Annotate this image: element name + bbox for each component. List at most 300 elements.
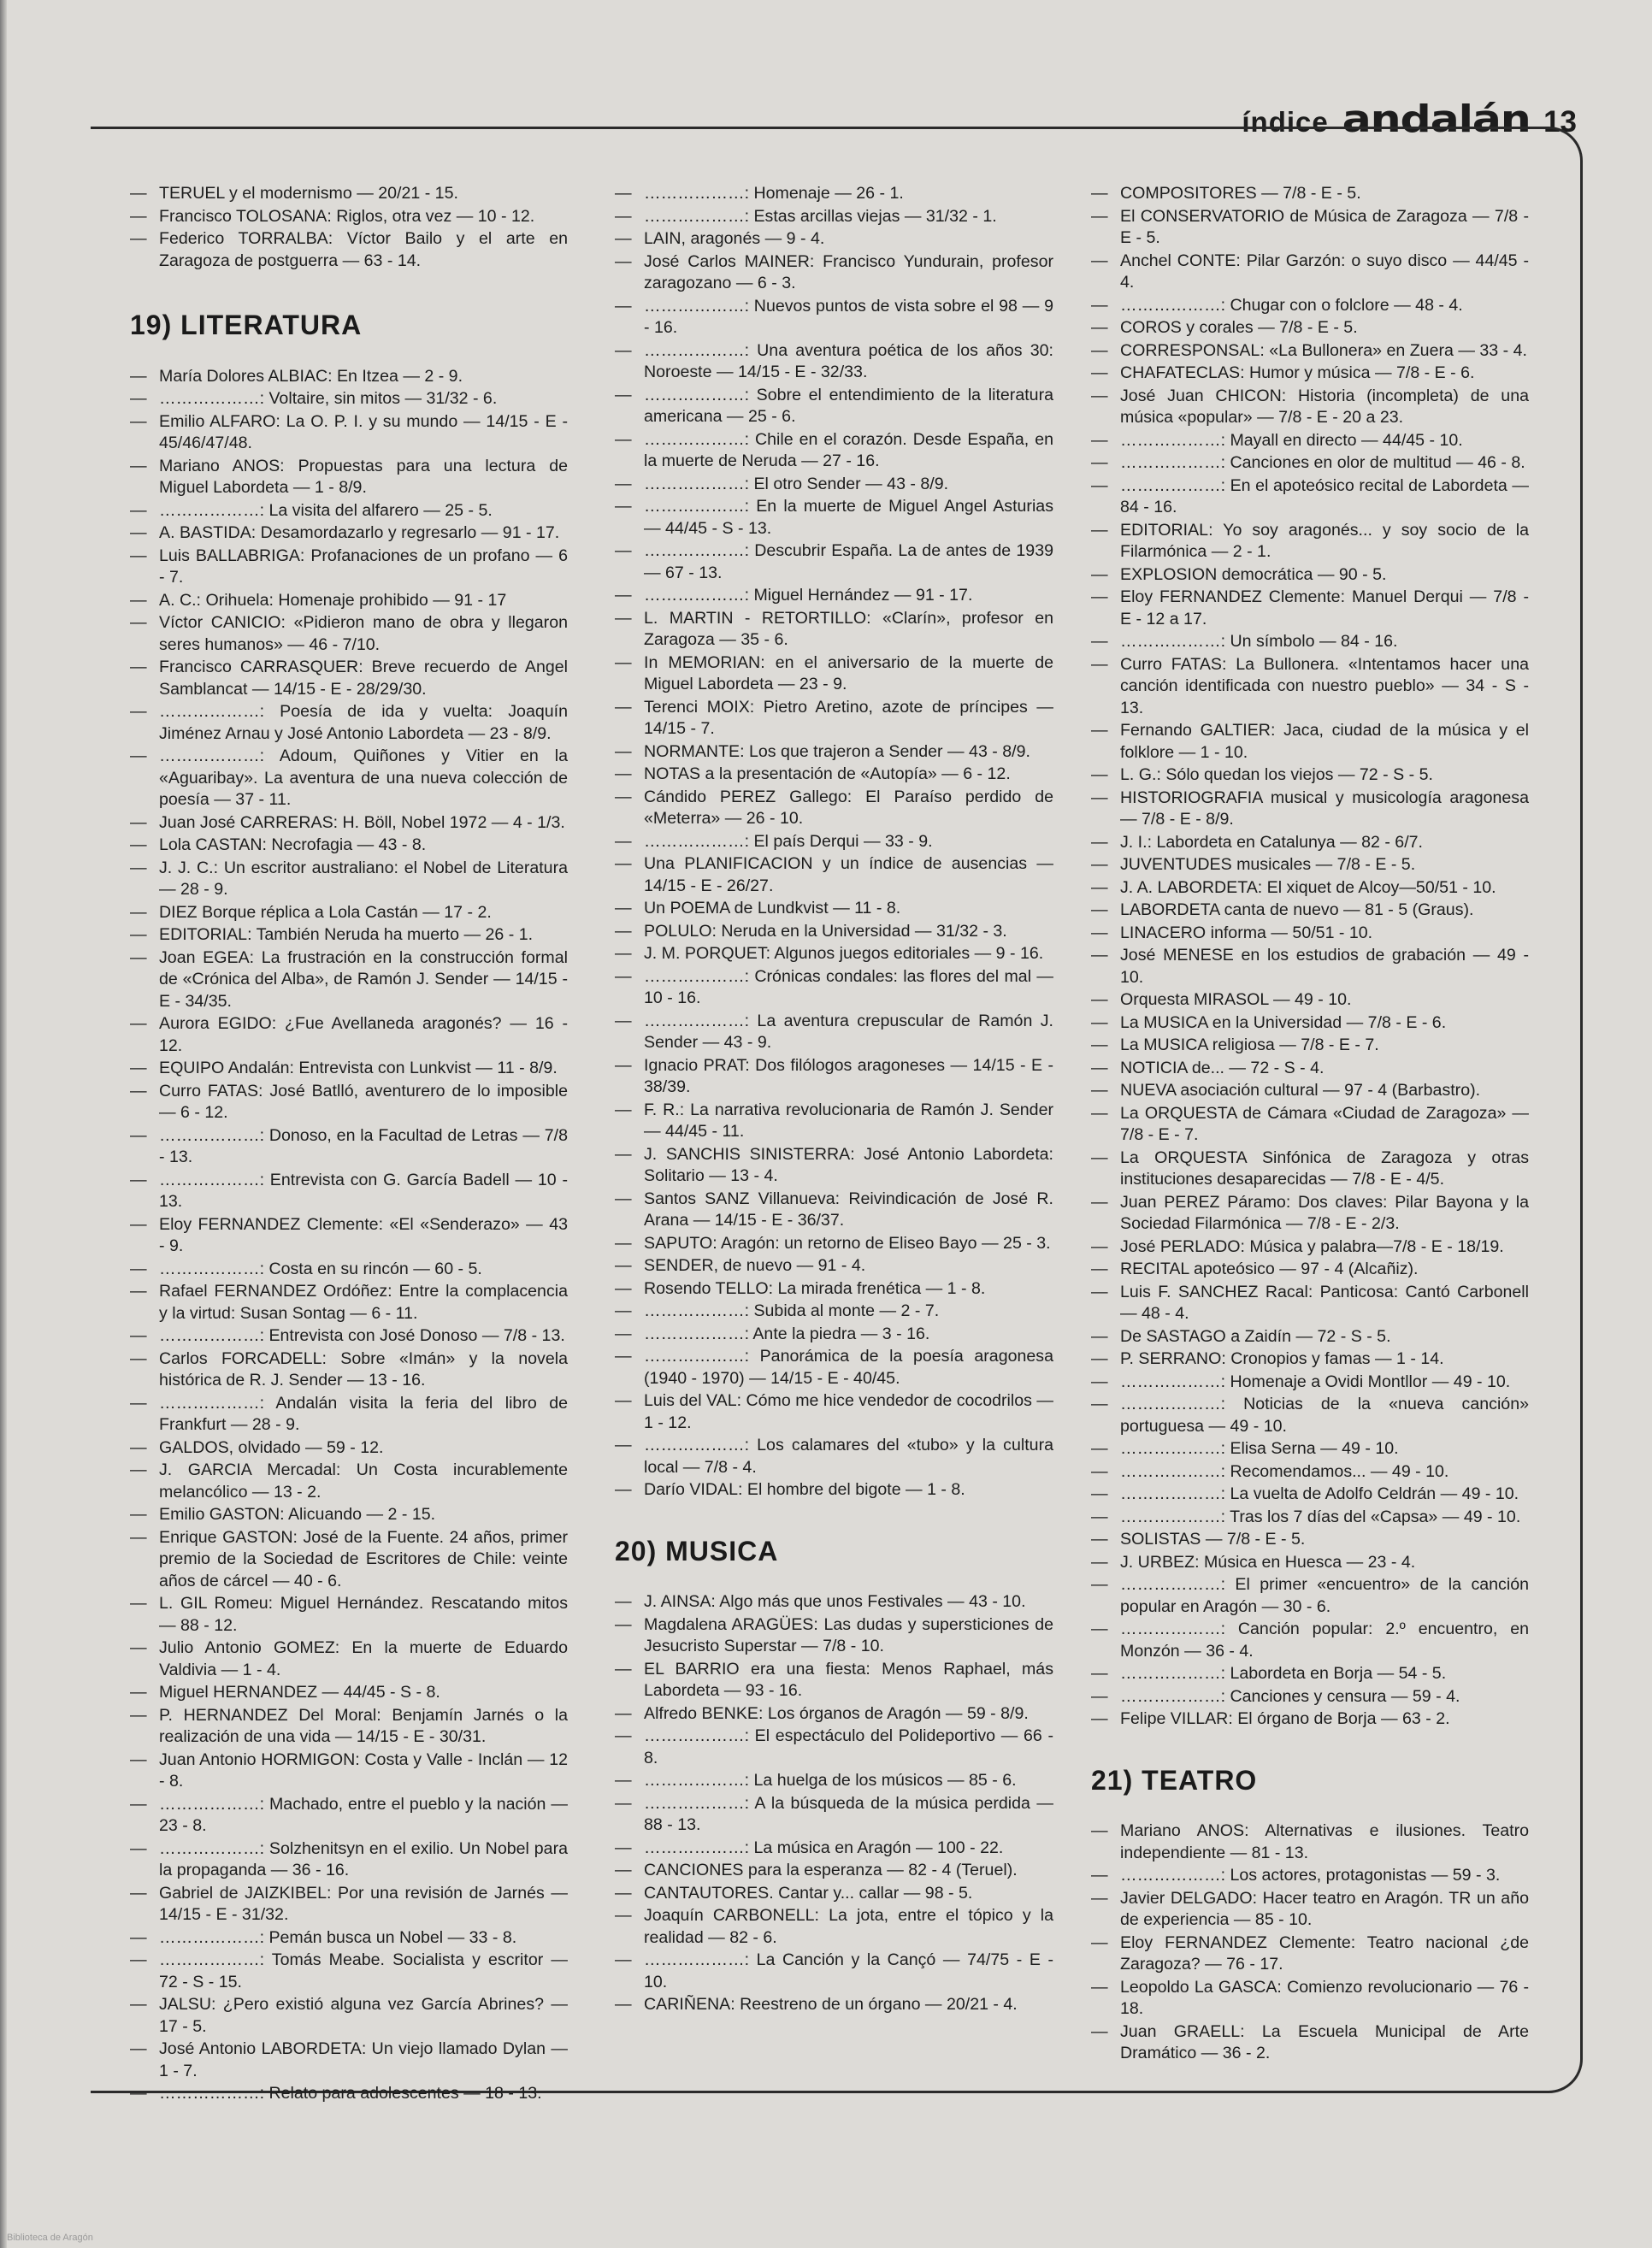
column-3 (1091, 183, 1529, 2066)
entry-text: SOLISTAS — 7/8 - E - 5. (1120, 1530, 1306, 1549)
entry-text: ………………: En la muerte de Miguel Angel Asturias — 44/45 - S - 13. (644, 497, 1053, 538)
entry-text: Emilio ALFARO: La O. P. I. y su mundo — 14/15 - E - 45/46/47/48. (159, 411, 568, 452)
section-label: índice (1242, 106, 1329, 138)
entry-text: José PERLADO: Música y palabra—7/8 - E - 18/19. (1120, 1236, 1504, 1256)
entry-dash: — (615, 831, 632, 851)
entry-dash: — (615, 1278, 632, 1298)
entry-text: ………………: La visita del alfarero — 25 - 5. (159, 500, 493, 520)
entry-text: NUEVA asociación cultural — 97 - 4 (Barbastro). (1120, 1081, 1481, 1100)
entry-dash: — (615, 474, 632, 493)
entry-dash: — (615, 586, 632, 605)
entry-text: NORMANTE: Los que trajeron a Sender — 43 - 8/9. (644, 741, 1030, 761)
index-entry (615, 540, 1053, 584)
entry-dash: — (615, 1950, 632, 1969)
entry-text: ………………: El otro Sender — 43 - 8/9. (644, 474, 949, 493)
index-entry (615, 296, 1053, 339)
index-entry (615, 496, 1053, 540)
entry-text: CANTAUTORES. Cantar y... callar — 98 - 5. (644, 1883, 973, 1903)
entry-text: ………………: Los calamares del «tubo» y la cultura local — 7/8 - 4. (644, 1436, 1053, 1477)
entry-text: EQUIPO Andalán: Entrevista con Lunkvist — 11 - 8/9. (159, 1059, 558, 1077)
page-number: 13 (1543, 105, 1577, 139)
entry-text: L. GIL Romeu: Miguel Hernández. Rescatando mitos — 88 - 12. (159, 1594, 568, 1635)
index-entry (615, 853, 1053, 897)
entry-text: ………………: Chile en el corazón. Desde España, en la muerte de Neruda — 27 - 16. (644, 429, 1053, 470)
entry-text: Joan EGEA: La frustración en la construcción formal de «Crónica del Alba», de Ramón J. Sender — 14/15 - E - 34/35. (159, 947, 568, 1011)
entry-dash: — (1091, 1192, 1108, 1212)
entry-dash: — (130, 658, 147, 676)
index-entry (615, 1905, 1053, 1949)
index-entry (1091, 1574, 1529, 1618)
entry-dash: — (615, 1861, 632, 1879)
entry-dash: — (1091, 1507, 1108, 1526)
entry-text: ………………: Labordeta en Borja — 54 - 5. (1120, 1664, 1447, 1683)
entry-dash: — (615, 1324, 632, 1343)
entry-text: ………………: La música en Aragón — 100 - 22. (644, 1838, 1004, 1857)
entry-dash: — (615, 1011, 632, 1030)
entry-dash: — (615, 1838, 632, 1857)
entry-text: CARIÑENA: Reestreno de un órgano — 20/21 - 4. (644, 1995, 1018, 2014)
entry-dash: — (130, 546, 147, 565)
entry-dash: — (1091, 453, 1108, 472)
entry-text: La MUSICA en la Universidad — 7/8 - E - 6. (1120, 1012, 1447, 1032)
index-entry (615, 228, 1053, 251)
index-entry (1091, 1236, 1529, 1259)
entry-dash: — (1091, 788, 1108, 807)
entry-text: ………………: Crónicas condales: las flores del mal — 10 - 16. (644, 966, 1053, 1007)
footer-credit: Biblioteca de Aragón (7, 2233, 93, 2243)
entry-text: P. HERNANDEZ Del Moral: Benjamín Jarnés o la realización de una vida — 14/15 - E - 30/31. (159, 1705, 568, 1746)
index-entry (1091, 900, 1529, 922)
entry-text: ………………: Un símbolo — 84 - 16. (1120, 632, 1398, 651)
index-entry (615, 764, 1053, 786)
entry-text: ………………: Subida al monte — 2 - 7. (644, 1301, 940, 1320)
entry-text: El CONSERVATORIO de Música de Zaragoza — 7/8 - E - 5. (1120, 206, 1529, 247)
entry-text: ………………: Solzhenitsyn en el exilio. Un Nobel para la propaganda — 36 - 16. (159, 1838, 568, 1879)
entry-text: EL BARRIO era una fiesta: Menos Raphael, más Labordeta — 93 - 16. (644, 1659, 1053, 1700)
entry-dash: — (1091, 386, 1108, 405)
entry-dash: — (615, 229, 632, 248)
index-entry (1091, 854, 1529, 876)
index-entry (1091, 1932, 1529, 1976)
entry-list-top (130, 183, 568, 272)
index-entry (130, 1393, 568, 1437)
index-entry (615, 251, 1053, 295)
entry-dash: — (130, 1460, 147, 1479)
entry-dash: — (130, 1794, 147, 1814)
entry-dash: — (615, 1055, 632, 1075)
index-entry (1091, 317, 1529, 339)
entry-text: COROS y corales — 7/8 - E - 5. (1120, 318, 1358, 337)
section-heading-musica: 20) MUSICA (615, 1535, 779, 1567)
index-entry (130, 1281, 568, 1325)
entry-dash: — (130, 1014, 147, 1033)
entry-text: L. G.: Sólo quedan los viejos — 72 - S - 5. (1120, 765, 1433, 784)
entry-text: Anchel CONTE: Pilar Garzón: o suyo disco — 44/45 - 4. (1120, 251, 1529, 292)
entry-dash: — (130, 1883, 147, 1903)
entry-dash: — (130, 1259, 147, 1278)
entry-dash: — (1091, 251, 1108, 270)
entry-text: ………………: Poesía de ida y vuelta: Joaquín Jiménez Arnau y José Antonio Labordeta — 23 - 8/9. (159, 702, 568, 743)
index-entry (130, 228, 568, 272)
entry-dash: — (130, 1638, 147, 1657)
entry-dash: — (130, 858, 147, 877)
index-entry (615, 1278, 1053, 1301)
entry-text: COMPOSITORES — 7/8 - E - 5. (1120, 184, 1361, 203)
entry-dash: — (615, 697, 632, 717)
index-entry (615, 474, 1053, 496)
entry-dash: — (1091, 1575, 1108, 1594)
entry-dash: — (130, 523, 147, 542)
entry-dash: — (1091, 1888, 1108, 1908)
entry-dash: — (1091, 1709, 1108, 1728)
entry-text: ………………: La huelga de los músicos — 85 - 6. (644, 1771, 1017, 1790)
entry-dash: — (615, 1726, 632, 1745)
entry-dash: — (1091, 1977, 1108, 1997)
index-entry (615, 921, 1053, 943)
entry-dash: — (1091, 1484, 1108, 1503)
entry-text: Luis del VAL: Cómo me hice vendedor de cocodrilos — 1 - 12. (644, 1391, 1053, 1432)
entry-dash: — (615, 1659, 632, 1679)
entry-text: Aurora EGIDO: ¿Fue Avellaneda aragonés? — 16 - 12. (159, 1014, 568, 1055)
entry-list (1091, 1820, 1529, 2065)
entry-dash: — (130, 500, 147, 520)
index-entry (130, 456, 568, 499)
index-entry (615, 1703, 1053, 1726)
entry-dash: — (1091, 1664, 1108, 1683)
index-entry (130, 924, 568, 947)
index-entry (615, 1726, 1053, 1769)
entry-text: Magdalena ARAGÜES: Las dudas y supersticiones de Jesucristo Superstar — 7/8 - 10. (644, 1614, 1053, 1655)
index-entry (130, 858, 568, 901)
entry-text: Luis F. SANCHEZ Racal: Panticosa: Cantó Carbonell — 48 - 4. (1120, 1282, 1529, 1323)
index-entry (615, 1614, 1053, 1658)
entry-text: J. SANCHIS SINISTERRA: José Antonio Labordeta: Solitario — 13 - 4. (644, 1144, 1053, 1185)
entry-text: P. SERRANO: Cronopios y famas — 1 - 14. (1120, 1349, 1444, 1368)
index-entry (1091, 183, 1529, 205)
entry-dash: — (130, 389, 147, 408)
entry-dash: — (615, 899, 632, 917)
index-entry (1091, 1080, 1529, 1102)
index-entry (1091, 1259, 1529, 1281)
index-entry (1091, 877, 1529, 900)
entry-text: Luis BALLABRIGA: Profanaciones de un profano — 6 - 7. (159, 546, 568, 587)
index-entry (1091, 945, 1529, 988)
index-entry (130, 1994, 568, 2038)
entry-text: Javier DELGADO: Hacer teatro en Aragón. TR un año de experiencia — 85 - 10. (1120, 1888, 1529, 1929)
entry-text: HISTORIOGRAFIA musical y musicología aragonesa — 7/8 - E - 8/9. (1120, 788, 1529, 829)
entry-dash: — (1091, 1932, 1108, 1952)
entry-text: Juan GRAELL: La Escuela Municipal de Arte Dramático — 36 - 2. (1120, 2021, 1529, 2062)
entry-dash: — (130, 229, 147, 248)
entry-dash: — (1091, 990, 1108, 1009)
index-entry (1091, 1326, 1529, 1348)
index-entry (1091, 1529, 1529, 1551)
index-entry (130, 1325, 568, 1348)
entry-text: Una PLANIFICACION y un índice de ausencias — 14/15 - E - 26/27. (644, 854, 1053, 895)
entry-text: Alfredo BENKE: Los órganos de Aragón — 59 - 8/9. (644, 1703, 1029, 1723)
entry-text: Juan PEREZ Páramo: Dos claves: Pilar Bayona y la Sociedad Filarmónica — 7/8 - E - 2/3. (1120, 1192, 1529, 1233)
entry-dash: — (615, 296, 632, 316)
index-entry (1091, 1058, 1529, 1080)
entry-text: ………………: A la búsqueda de la música perdida — 88 - 13. (644, 1793, 1053, 1834)
entry-text: ………………: Tras los 7 días del «Capsa» — 49 - 10. (1120, 1507, 1521, 1526)
index-entry (615, 183, 1053, 205)
entry-dash: — (130, 456, 147, 475)
entry-dash: — (615, 854, 632, 873)
entry-text: L. MARTIN - RETORTILLO: «Clarín», profesor en Zaragoza — 35 - 6. (644, 608, 1053, 649)
entry-dash: — (615, 966, 632, 986)
entry-text: J. GARCIA Mercadal: Un Costa incurablemente melancólico — 13 - 2. (159, 1460, 568, 1502)
entry-dash: — (130, 1059, 147, 1077)
entry-text: J. AINSA: Algo más que unos Festivales — 43 - 10. (644, 1592, 1026, 1611)
entry-text: Miguel HERNANDEZ — 44/45 - S - 8. (159, 1683, 440, 1702)
entry-list (615, 1591, 1053, 2016)
entry-text: Orquesta MIRASOL — 49 - 10. (1120, 990, 1352, 1009)
index-entry (615, 943, 1053, 965)
entry-text: Rosendo TELLO: La mirada frenética — 1 - 8. (644, 1278, 986, 1298)
index-entry (130, 2039, 568, 2082)
index-entry (130, 590, 568, 612)
entry-text: EDITORIAL: También Neruda ha muerto — 26 - 1. (159, 925, 534, 944)
entry-text: RECITAL apoteósico — 97 - 4 (Alcañiz). (1120, 1260, 1419, 1278)
entry-dash: — (130, 1995, 147, 2014)
index-entry (1091, 564, 1529, 587)
index-entry (615, 741, 1053, 764)
index-entry (1091, 1282, 1529, 1325)
index-entry (130, 1682, 568, 1704)
entry-text: CANCIONES para la esperanza — 82 - 4 (Teruel). (644, 1861, 1018, 1879)
index-entry (130, 1013, 568, 1057)
entry-text: José Antonio LABORDETA: Un viejo llamado Dylan — 1 - 7. (159, 2039, 568, 2080)
entry-dash: — (1091, 632, 1108, 651)
index-entry (1091, 1348, 1529, 1371)
entry-dash: — (130, 1950, 147, 1969)
index-entry (615, 1100, 1053, 1143)
entry-text: ………………: Panorámica de la poesía aragonesa (1940 - 1970) — 14/15 - E - 40/45. (644, 1347, 1053, 1388)
entry-text: LAIN, aragonés — 9 - 4. (644, 229, 825, 248)
entry-dash: — (615, 429, 632, 449)
index-entry (615, 898, 1053, 920)
entry-text: POLULO: Neruda en la Universidad — 31/32 - 3. (644, 921, 1007, 941)
entry-dash: — (615, 385, 632, 404)
entry-dash: — (615, 1793, 632, 1813)
index-entry (615, 1659, 1053, 1702)
entry-dash: — (130, 1081, 147, 1100)
entry-dash: — (615, 652, 632, 672)
entry-text: ………………: El primer «encuentro» de la canción popular en Aragón — 30 - 6. (1120, 1575, 1529, 1616)
entry-dash: — (615, 1703, 632, 1723)
index-entry (615, 1883, 1053, 1905)
entry-text: ………………: Canción popular: 2.º encuentro, en Monzón — 36 - 4. (1120, 1620, 1529, 1661)
index-entry (130, 1437, 568, 1460)
index-entry (615, 1591, 1053, 1614)
entry-dash: — (1091, 1282, 1108, 1301)
index-entry (130, 1460, 568, 1503)
entry-text: ………………: La Canción y la Cançó — 74/75 - E - 10. (644, 1950, 1053, 1991)
magazine-logo: andalán (1342, 97, 1531, 141)
index-entry (130, 1749, 568, 1793)
index-entry (130, 1058, 568, 1080)
index-entry (1091, 475, 1529, 519)
entry-dash: — (1091, 877, 1108, 897)
index-entry (1091, 340, 1529, 363)
index-entry (1091, 206, 1529, 250)
entry-text: Curro FATAS: La Bullonera. «Intentamos hacer una canción identificada con nuestro pueblo» — 34 - S - 13. (1120, 654, 1529, 717)
entry-dash: — (615, 1480, 632, 1499)
index-entry (615, 585, 1053, 607)
index-entry (130, 1170, 568, 1213)
entry-text: ………………: Voltaire, sin mitos — 31/32 - 6. (159, 389, 498, 408)
entry-text: Cándido PEREZ Gallego: El Paraíso perdido de «Meterra» — 26 - 10. (644, 787, 1053, 828)
index-entry (130, 1125, 568, 1169)
entry-dash: — (130, 2084, 147, 2103)
entry-dash: — (130, 947, 147, 967)
index-entry (615, 429, 1053, 473)
entry-text: ………………: Entrevista con G. García Badell — 10 - 13. (159, 1170, 568, 1211)
entry-text: JALSU: ¿Pero existió alguna vez García Abrines? — 17 - 5. (159, 1995, 568, 2036)
index-entry (615, 1346, 1053, 1390)
entry-text: ………………: Nuevos puntos de vista sobre el 98 — 9 - 16. (644, 296, 1053, 337)
index-entry (615, 385, 1053, 428)
entry-dash: — (1091, 721, 1108, 740)
entry-dash: — (130, 812, 147, 832)
entry-dash: — (1091, 1821, 1108, 1840)
index-entry (130, 1883, 568, 1926)
page-spine-shadow (0, 0, 7, 2248)
entry-dash: — (615, 741, 632, 761)
index-entry (615, 1144, 1053, 1188)
entry-dash: — (615, 921, 632, 941)
index-entry (130, 1527, 568, 1593)
entry-text: DIEZ Borque réplica a Lola Castán — 17 - 2. (159, 902, 492, 922)
index-entry (615, 1950, 1053, 1993)
index-entry (130, 657, 568, 700)
index-entry (615, 1838, 1053, 1860)
index-entry (130, 1705, 568, 1749)
entry-dash: — (615, 206, 632, 226)
entry-text: Juan Antonio HORMIGON: Costa y Valle - Inclán — 12 - 8. (159, 1749, 568, 1791)
entry-list (130, 366, 568, 2105)
entry-text: NOTICIA de... — 72 - S - 4. (1120, 1058, 1325, 1077)
entry-text: ………………: Entrevista con José Donoso — 7/8 - 13. (159, 1326, 565, 1345)
entry-dash: — (1091, 340, 1108, 360)
entry-dash: — (1091, 587, 1108, 606)
index-entry (1091, 1461, 1529, 1484)
entry-text: ………………: Chugar con o folclore — 48 - 4. (1120, 295, 1463, 315)
entry-text: ………………: Noticias de la «nueva canción» portuguesa — 49 - 10. (1120, 1395, 1529, 1436)
index-entry (615, 1189, 1053, 1232)
entry-dash: — (1091, 564, 1108, 584)
entry-dash: — (615, 1256, 632, 1275)
index-entry (130, 522, 568, 545)
entry-text: Leopoldo La GASCA: Comienzo revolucionario — 76 - 18. (1120, 1977, 1529, 2018)
entry-dash: — (1091, 363, 1108, 382)
index-entry (615, 966, 1053, 1010)
entry-text: Víctor CANICIO: «Pidieron mano de obra y llegaron seres humanos» — 46 - 7/10. (159, 613, 568, 654)
entry-text: Darío VIDAL: El hombre del bigote — 1 - 8. (644, 1480, 965, 1499)
entry-text: Eloy FERNANDEZ Clemente: Manuel Derqui — 7/8 - E - 12 a 17. (1120, 587, 1529, 628)
entry-dash: — (1091, 1236, 1108, 1256)
entry-dash: — (130, 590, 147, 610)
entry-dash: — (130, 1594, 147, 1613)
entry-dash: — (130, 1437, 147, 1457)
entry-text: Mariano ANOS: Propuestas para una lectura de Miguel Labordeta — 1 - 8/9. (159, 456, 568, 497)
index-entry (1091, 923, 1529, 945)
entry-dash: — (130, 613, 147, 632)
entry-text: A. BASTIDA: Desamordazarlo y regresarlo — 91 - 17. (159, 523, 560, 542)
entry-dash: — (615, 340, 632, 360)
entry-dash: — (130, 1393, 147, 1413)
index-entry (615, 1860, 1053, 1882)
entry-text: Felipe VILLAR: El órgano de Borja — 63 - 2. (1120, 1709, 1450, 1728)
entry-dash: — (1091, 1148, 1108, 1167)
index-entry (1091, 1663, 1529, 1685)
index-entry (1091, 1372, 1529, 1394)
index-entry (1091, 1708, 1529, 1731)
entry-text: ………………: Homenaje — 26 - 1. (644, 184, 904, 203)
entry-dash: — (1091, 318, 1108, 337)
index-entry (1091, 631, 1529, 653)
entry-dash: — (615, 1347, 632, 1366)
entry-text: Rafael FERNANDEZ Ordóñez: Entre la complacencia y la virtud: Susan Sontag — 6 - 11. (159, 1282, 568, 1323)
index-entry (1091, 788, 1529, 831)
entry-text: ………………: Los actores, protagonistas — 59 - 3. (1120, 1866, 1501, 1885)
column-2 (615, 183, 1053, 2017)
entry-text: ………………: Recomendamos... — 49 - 10. (1120, 1461, 1449, 1481)
entry-text: J. M. PORQUET: Algunos juegos editoriales — 9 - 16. (644, 944, 1044, 963)
index-entry (1091, 832, 1529, 854)
entry-dash: — (130, 1125, 147, 1145)
index-entry (130, 1214, 568, 1258)
entry-dash: — (130, 702, 147, 721)
entry-text: LINACERO informa — 50/51 - 10. (1120, 923, 1373, 942)
entry-dash: — (1091, 1686, 1108, 1706)
entry-dash: — (615, 1771, 632, 1790)
entry-dash: — (130, 184, 147, 203)
entry-dash: — (1091, 520, 1108, 540)
entry-text: ………………: Descubrir España. La de antes de 1939 — 67 - 13. (644, 541, 1053, 582)
entry-text: ………………: Tomás Meabe. Socialista y escritor — 72 - S - 15. (159, 1950, 568, 1991)
index-entry (1091, 1820, 1529, 1864)
entry-dash: — (1091, 206, 1108, 226)
entry-text: La ORQUESTA Sinfónica de Zaragoza y otras instituciones desaparecidas — 7/8 - E - 4/5. (1120, 1148, 1529, 1189)
entry-dash: — (130, 925, 147, 944)
index-entry (1091, 1977, 1529, 2021)
index-entry (1091, 989, 1529, 1012)
entry-text: Eloy FERNANDEZ Clemente: «El «Senderazo» — 43 - 9. (159, 1214, 568, 1255)
entry-text: ………………: Homenaje a Ovidi Montllor — 49 - 10. (1120, 1372, 1511, 1391)
index-entry (130, 1348, 568, 1392)
entry-text: José Carlos MAINER: Francisco Yundurain, profesor zaragozano — 6 - 3. (644, 251, 1053, 292)
entry-text: La MUSICA religiosa — 7/8 - E - 7. (1120, 1035, 1379, 1054)
entry-text: Eloy FERNANDEZ Clemente: Teatro nacional ¿de Zaragoza? — 76 - 17. (1120, 1932, 1529, 1974)
entry-dash: — (1091, 1103, 1108, 1123)
index-entry (1091, 720, 1529, 764)
index-entry (615, 1994, 1053, 2016)
entry-text: JUVENTUDES musicales — 7/8 - E - 5. (1120, 855, 1416, 874)
index-entry (615, 1390, 1053, 1434)
entry-text: Carlos FORCADELL: Sobre «Imán» y la novela histórica de R. J. Sender — 13 - 16. (159, 1348, 568, 1390)
index-entry (1091, 452, 1529, 475)
index-entry (615, 831, 1053, 853)
entry-dash: — (615, 184, 632, 203)
index-entry (615, 1233, 1053, 1255)
entry-text: ………………: Costa en su rincón — 60 - 5. (159, 1259, 482, 1278)
entry-text: LABORDETA canta de nuevo — 81 - 5 (Graus). (1120, 900, 1474, 919)
entry-text: ………………: Estas arcillas viejas — 31/32 - 1. (644, 206, 997, 226)
entry-text: ………………: Una aventura poética de los años 30: Noroeste — 14/15 - E - 32/33. (644, 340, 1053, 381)
entry-text: EDITORIAL: Yo soy aragonés... y soy socio de la Filarmónica — 2 - 1. (1120, 520, 1529, 561)
